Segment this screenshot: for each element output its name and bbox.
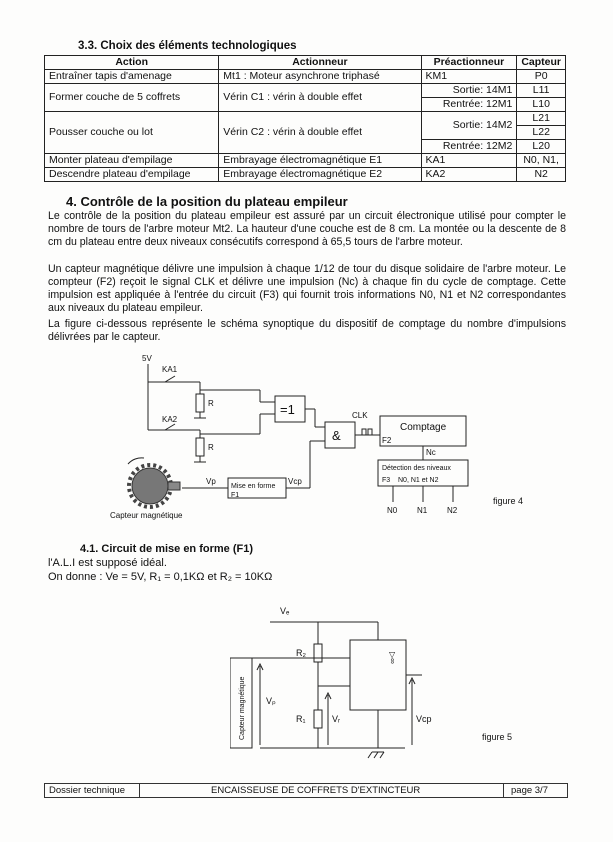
cell-actionneur: Vérin C2 : vérin à double effet — [219, 112, 421, 154]
footer-center: ENCAISSEUSE DE COFFRETS D'EXTINCTEUR — [211, 785, 421, 796]
figure-4-diagram — [110, 352, 550, 527]
page-footer — [44, 783, 568, 798]
cell-preact: Sortie: 14M1 — [421, 84, 517, 98]
cell-capteur: L22 — [517, 126, 566, 140]
label-vcp: Vcp — [416, 714, 432, 724]
label-ka1: KA1 — [162, 365, 178, 374]
cell-capteur: N0, N1, — [517, 154, 566, 168]
table-row — [45, 112, 566, 126]
label-opamp: ▷∞ — [388, 652, 397, 664]
label-levels: N0, N1 et N2 — [398, 477, 439, 484]
cell-preact: KA1 — [421, 154, 517, 168]
label-vcp: Vcp — [288, 477, 302, 486]
figure-5-diagram — [230, 600, 530, 765]
cell-action: Former couche de 5 coffrets — [45, 84, 219, 112]
paragraph-3: La figure ci-dessous représente le schéma synoptique du dispositif de comptage du nombre d'impulsions délivrées par le capteur. — [48, 318, 566, 343]
label-vp: Vₚ — [266, 696, 276, 706]
label-xor: =1 — [280, 402, 295, 417]
cell-action: Monter plateau d'empilage — [45, 154, 219, 168]
label-clk: CLK — [352, 411, 368, 420]
cell-capteur: L11 — [517, 84, 566, 98]
footer-divider — [139, 784, 140, 797]
label-n1: N1 — [417, 506, 428, 515]
cell-preact: Sortie: 14M2 — [421, 112, 517, 140]
label-n2: N2 — [447, 506, 458, 515]
footer-page-number: page 3/7 — [511, 785, 548, 796]
label-r1: R₁ — [296, 714, 306, 724]
cell-capteur: P0 — [517, 70, 566, 84]
cell-actionneur: Embrayage électromagnétique E2 — [219, 168, 421, 182]
label-capteur: Capteur magnétique — [239, 676, 246, 740]
cell-actionneur: Embrayage électromagnétique E1 — [219, 154, 421, 168]
paragraph-2: Un capteur magnétique délivre une impulsion à chaque 1/12 de tour du disque solidaire de l'arbre moteur. Le compteur (F2) reçoit le signal CLK et délivre une impulsion (Nc) à chaque fin du cycle de comptage. Cette impulsion est appliquée à l'entrée du circuit (F3) qui fournit trois informations N0, N1 et N2 correspondantes aux niveaux du plateau empileur. — [48, 263, 566, 314]
label-detection: Détection des niveaux — [382, 465, 451, 472]
paragraph-1: Le contrôle de la position du plateau empileur est assuré par un circuit électronique utilisé pour compter le nombre de tours de l'arbre moteur Mt2. La hauteur d'une couche est de 8 cm. La montée ou la descente de 8 cm du plateau entre deux niveaux consécutifs correspond à 65,5 tours de l'arbre moteur. — [48, 210, 566, 248]
label-comptage: Comptage — [400, 422, 447, 433]
label-capteur: Capteur magnétique — [110, 511, 183, 520]
header-capteur: Capteur — [517, 56, 566, 70]
label-nc: Nc — [426, 448, 436, 457]
cell-capteur: L20 — [517, 140, 566, 154]
label-n0: N0 — [387, 506, 398, 515]
ali-statement: l'A.L.I est supposé idéal. — [48, 557, 167, 569]
footer-divider — [503, 784, 504, 797]
cell-preact: Rentrée: 12M2 — [421, 140, 517, 154]
cell-actionneur: Vérin C1 : vérin à double effet — [219, 84, 421, 112]
section-title-3-3: 3.3. Choix des éléments technologiques — [78, 40, 297, 52]
technology-table — [44, 55, 566, 182]
cell-actionneur: Mt1 : Moteur asynchrone triphasé — [219, 70, 421, 84]
cell-action: Entraîner tapis d'amenage — [45, 70, 219, 84]
cell-preact: KA2 — [421, 168, 517, 182]
label-f2: F2 — [382, 436, 392, 445]
label-r2: R₂ — [296, 648, 306, 658]
cell-action: Descendre plateau d'empilage — [45, 168, 219, 182]
label-5v: 5V — [142, 354, 152, 363]
label-ve: Vₑ — [280, 606, 290, 616]
header-actionneur: Actionneur — [219, 56, 421, 70]
label-and: & — [332, 428, 341, 443]
section-title-4: 4. Contrôle de la position du plateau empileur — [66, 194, 348, 209]
cell-action: Pousser couche ou lot — [45, 112, 219, 154]
cell-preact: Rentrée: 12M1 — [421, 98, 517, 112]
label-vr: Vᵣ — [332, 714, 341, 724]
figure-5-caption: figure 5 — [482, 732, 513, 742]
figure-4-caption: figure 4 — [493, 496, 524, 506]
capteur-disk — [128, 458, 180, 507]
cell-preact: KM1 — [421, 70, 517, 84]
given-values: On donne : Ve = 5V, R₁ = 0,1KΩ et R₂ = 10KΩ — [48, 571, 273, 583]
section-title-4-1: 4.1. Circuit de mise en forme (F1) — [80, 543, 253, 555]
label-r2: R — [208, 443, 214, 452]
cell-capteur: L10 — [517, 98, 566, 112]
header-preactionneur: Préactionneur — [421, 56, 517, 70]
cell-capteur: L21 — [517, 112, 566, 126]
label-f3: F3 — [382, 477, 391, 484]
label-r1: R — [208, 399, 214, 408]
footer-left: Dossier technique — [49, 785, 126, 796]
table-header-row — [45, 56, 566, 70]
table-row — [45, 84, 566, 98]
cell-capteur: N2 — [517, 168, 566, 182]
label-vp: Vp — [206, 477, 216, 486]
label-ka2: KA2 — [162, 415, 178, 424]
table-row — [45, 154, 566, 168]
table-row — [45, 70, 566, 84]
label-mise: Mise en forme — [231, 483, 276, 490]
header-action: Action — [45, 56, 219, 70]
label-f1: F1 — [231, 492, 240, 499]
table-row — [45, 168, 566, 182]
